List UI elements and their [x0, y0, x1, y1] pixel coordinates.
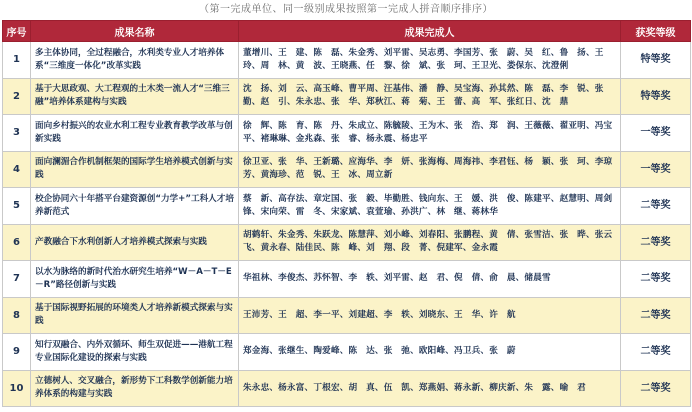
row-index: 4: [3, 151, 31, 188]
row-award-grade: 二等奖: [621, 261, 691, 298]
table-row: [3, 78, 691, 115]
table-row: [3, 188, 691, 225]
row-index: 6: [3, 224, 31, 261]
row-award-grade: 特等奖: [621, 78, 691, 115]
row-award-grade: 一等奖: [621, 115, 691, 152]
table-row: [3, 370, 691, 407]
row-contributors: 胡鹤轩、朱金秀、朱跃龙、陈慧萍、刘小峰、刘春阳、张鹏程、黄 倩、张雪洁、张 晔、张云飞、黄永春、陆佳民、陈 峰、刘 翔、段 菁、倪建军、金永霞: [239, 224, 621, 261]
row-award-grade: 二等奖: [621, 224, 691, 261]
row-contributors: 董增川、王 建、陈 磊、朱金秀、刘平雷、吴志勇、李国芳、张 蔚、吴 红、鲁 扬、王 玲、周 林、黄 波、王晓燕、任 黎、徐 斌、张 珂、王卫光、娄保东、沈澄俐: [239, 42, 621, 79]
row-contributors: 徐卫亚、张 华、王新璐、应海华、李 妍、张海梅、周海祎、李君钰、杨 颖、张 珂、李琼芳、黄海珍、范 锐、王 冰、周立新: [239, 151, 621, 188]
row-award-grade: 二等奖: [621, 188, 691, 225]
row-achievement-name: 面向澜湄合作机制框架的国际学生培养模式创新与实践: [31, 151, 239, 188]
table-header-row: [3, 21, 691, 42]
row-contributors: 沈 扬、刘 云、高玉峰、曹平周、汪基伟、潘 静、吴宝海、孙其然、陈 磊、李 锐、张 勤、赵 引、朱永忠、张 华、郑秋江、蒋 菊、王 蕾、高 军、张红日、沈 鼎: [239, 78, 621, 115]
row-award-grade: 特等奖: [621, 42, 691, 79]
row-index: 10: [3, 370, 31, 407]
row-contributors: 蔡 新、高存法、章定国、张 毅、毕勤胜、钱向东、王 媛、洪 俊、陈建平、赵慧明、周剑锋、宋向荣、雷 冬、宋家斌、袁萱瑜、孙洪广、林 继、蒋林华: [239, 188, 621, 225]
row-achievement-name: 知行双融合、内外双循环、师生双促进——港航工程专业国际化建设的探索与实践: [31, 334, 239, 371]
table-row: [3, 334, 691, 371]
row-index: 7: [3, 261, 31, 298]
row-index: 8: [3, 297, 31, 334]
row-contributors: 华祖林、李俊杰、苏怀智、李 轶、刘平雷、赵 君、倪 倩、俞 晨、储晨雪: [239, 261, 621, 298]
table-row: [3, 115, 691, 152]
row-award-grade: 一等奖: [621, 151, 691, 188]
row-index: 1: [3, 42, 31, 79]
row-achievement-name: 校企协同六十年搭平台建资源创“力学+”工科人才培养新范式: [31, 188, 239, 225]
row-award-grade: 二等奖: [621, 297, 691, 334]
table-row: [3, 151, 691, 188]
row-contributors: 王沛芳、王 超、李一平、刘建超、李 轶、刘晓东、王 华、许 航: [239, 297, 621, 334]
row-achievement-name: 以水为脉络的新时代治水研究生培养“W－A－T－E－R”路径创新与实践: [31, 261, 239, 298]
row-achievement-name: 产教融合下水利创新人才培养模式探索与实践: [31, 224, 239, 261]
row-index: 2: [3, 78, 31, 115]
table-row: [3, 224, 691, 261]
row-achievement-name: 基于大思政观、大工程观的土木类一流人才“三维三融”培养体系建构与实践: [31, 78, 239, 115]
row-achievement-name: 基于国际视野拓展的环境类人才培养新模式探索与实践: [31, 297, 239, 334]
row-award-grade: 二等奖: [621, 370, 691, 407]
header-index: 序号: [3, 21, 31, 42]
header-achievement-name: 成果名称: [31, 21, 239, 42]
row-index: 3: [3, 115, 31, 152]
row-award-grade: 二等奖: [621, 334, 691, 371]
row-achievement-name: 多主体协同，全过程融合，水利类专业人才培养体系“三维度一体化”改革实践: [31, 42, 239, 79]
row-achievement-name: 面向乡村振兴的农业水利工程专业教育教学改革与创新实践: [31, 115, 239, 152]
table-caption: （第一完成单位、同一级别成果按照第一完成人拼音顺序排序）: [199, 4, 493, 15]
award-table: [2, 20, 691, 407]
row-contributors: 徐 辉、陈 育、陈 丹、朱成立、陈毓陵、王为木、张 浩、郑 润、王薇薇、翟亚明、冯宝平、褚琳琳、金兆森、张 睿、杨永震、杨忠平: [239, 115, 621, 152]
header-award-grade: 获奖等级: [621, 21, 691, 42]
table-row: [3, 42, 691, 79]
header-contributors: 成果完成人: [239, 21, 621, 42]
table-row: [3, 261, 691, 298]
row-index: 5: [3, 188, 31, 225]
row-contributors: 朱永忠、杨永富、丁根宏、胡 真、伍 凯、郑燕娟、蒋永新、柳庆新、朱 露、喻 君: [239, 370, 621, 407]
table-row: [3, 297, 691, 334]
row-contributors: 郑金海、张继生、陶爱峰、陈 达、张 弛、欧阳峰、冯卫兵、张 蔚: [239, 334, 621, 371]
row-achievement-name: 立德树人、交叉融合，新形势下工科数学创新能力培养体系的构建与实践: [31, 370, 239, 407]
row-index: 9: [3, 334, 31, 371]
